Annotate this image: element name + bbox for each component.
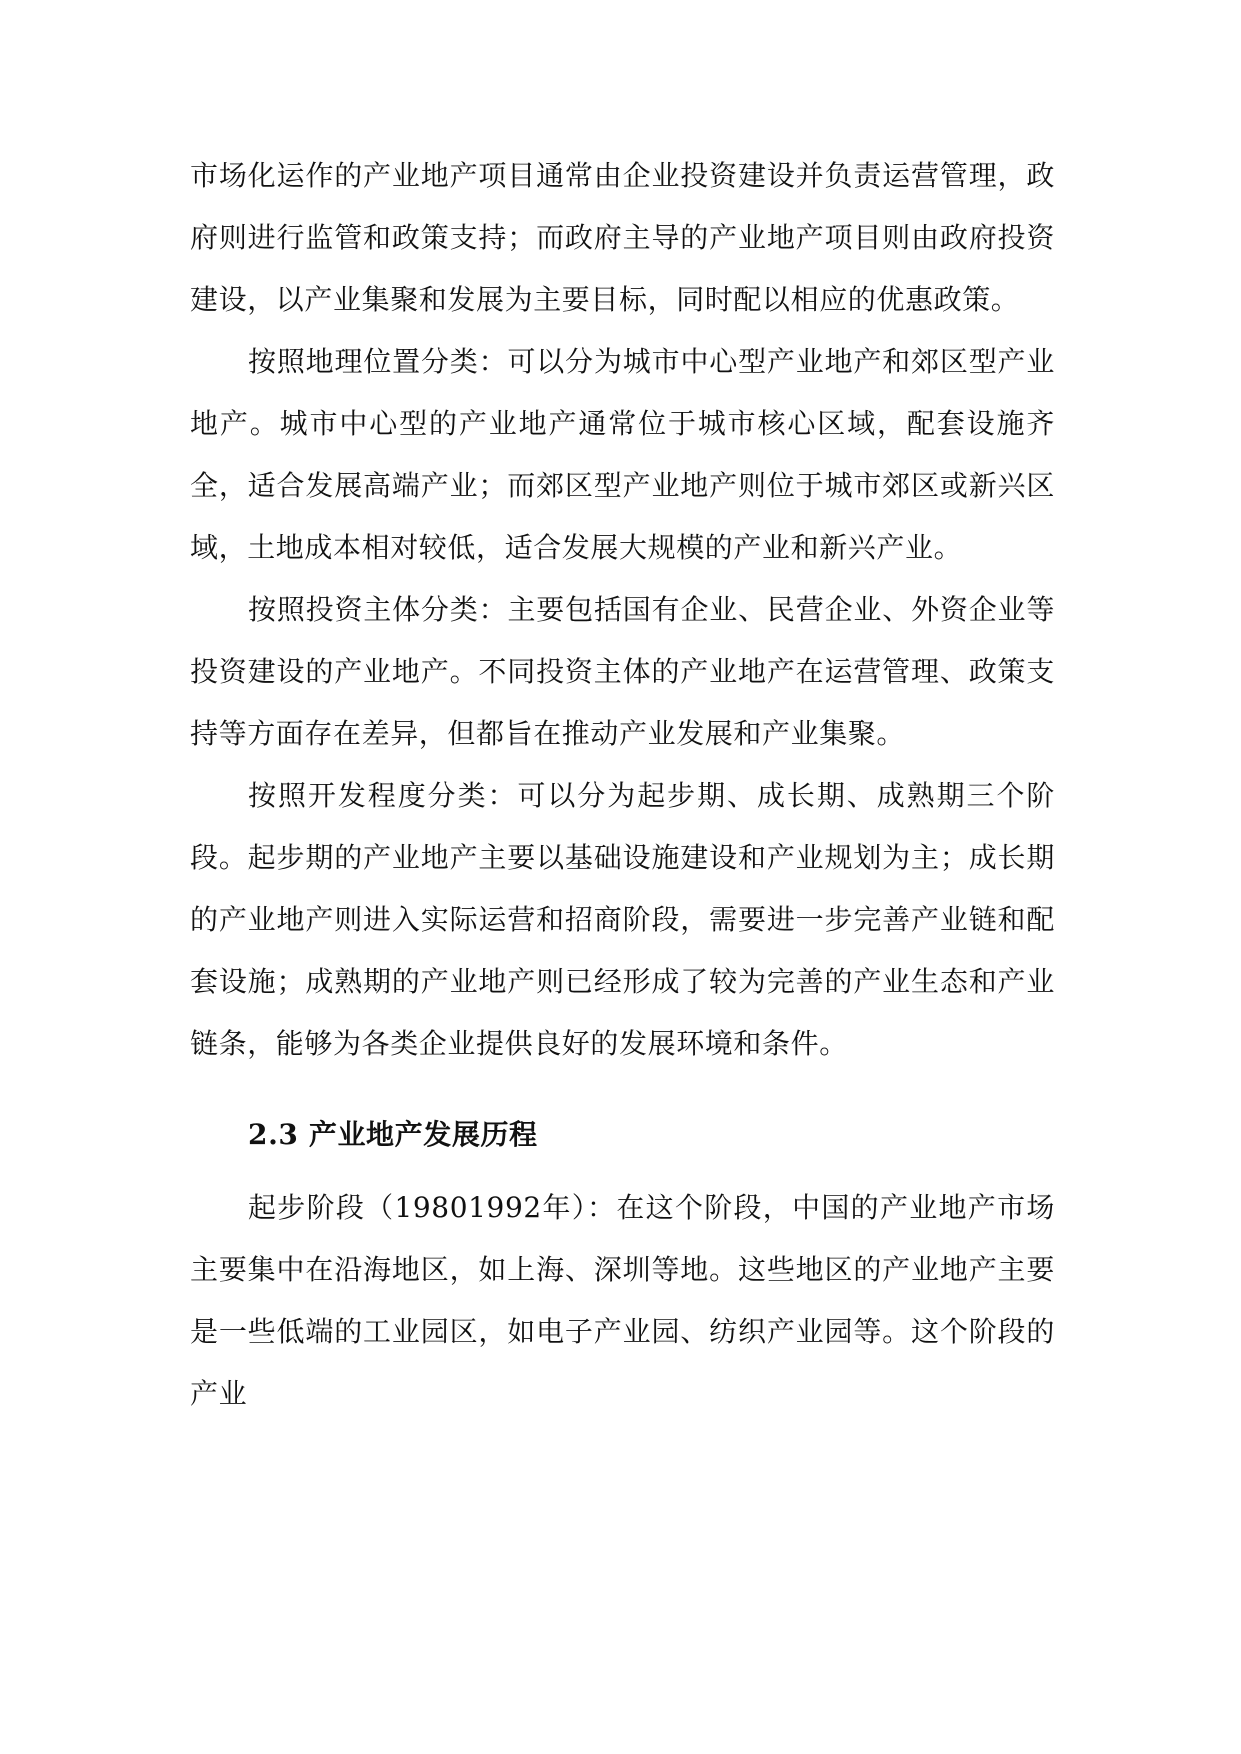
paragraph-location-classification: 按照地理位置分类：可以分为城市中心型产业地产和郊区型产业地产。城市中心型的产业地产通常位于城市核心区域，配套设施齐全，适合发展高端产业；而郊区型产业地产则位于城市郊区或新兴区域，土地成本相对较低，适合发展大规模的产业和新兴产业。 (190, 345, 1055, 564)
section-heading: 2.3 产业地产发展历程 (248, 1118, 538, 1151)
paragraph-investor-classification: 按照投资主体分类：主要包括国有企业、民营企业、外资企业等投资建设的产业地产。不同投资主体的产业地产在运营管理、政策支持等方面存在差异，但都旨在推动产业发展和产业集聚。 (190, 593, 1055, 750)
page-content (190, 145, 1055, 1425)
paragraph-development-stage-classification: 按照开发程度分类：可以分为起步期、成长期、成熟期三个阶段。起步期的产业地产主要以基础设施建设和产业规划为主；成长期的产业地产则进入实际运营和招商阶段，需要进一步完善产业链和配套设施；成熟期的产业地产则已经形成了较为完善的产业生态和产业链条，能够为各类企业提供良好的发展环境和条件。 (190, 779, 1055, 1060)
paragraph-startup-phase: 起步阶段（19801992年）：在这个阶段，中国的产业地产市场主要集中在沿海地区，如上海、深圳等地。这些地区的产业地产主要是一些低端的工业园区，如电子产业园、纺织产业园等。这个阶段的产业 (190, 1191, 1055, 1410)
paragraph-ownership-model: 市场化运作的产业地产项目通常由企业投资建设并负责运营管理，政府则进行监管和政策支持；而政府主导的产业地产项目则由政府投资建设，以产业集聚和发展为主要目标，同时配以相应的优惠政策。 (190, 159, 1055, 316)
